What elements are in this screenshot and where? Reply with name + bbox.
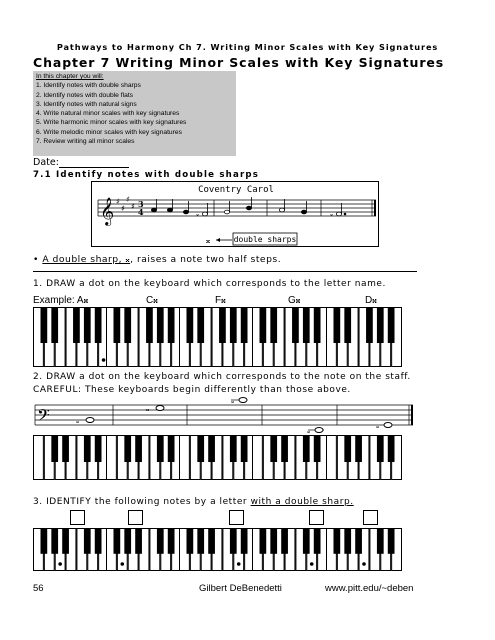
date-label: Date:	[33, 157, 59, 168]
keyboard[interactable]	[33, 435, 109, 480]
svg-text:♯: ♯	[131, 202, 135, 211]
black-key[interactable]	[333, 528, 340, 554]
time-sig-top: 3	[138, 199, 144, 209]
black-key[interactable]	[344, 307, 351, 343]
keyboard[interactable]	[179, 435, 255, 480]
black-key[interactable]	[95, 528, 102, 554]
black-key[interactable]	[366, 307, 373, 343]
keyboard[interactable]	[106, 307, 182, 367]
keyboard[interactable]	[179, 307, 255, 367]
question-1-text: 1. DRAW a dot on the keyboard which corresponds to the letter name.	[33, 279, 386, 289]
black-key[interactable]	[168, 528, 175, 554]
keyboard[interactable]	[326, 307, 402, 367]
objective-item: 3. Identify notes with natural signs	[36, 100, 137, 108]
black-key[interactable]	[281, 435, 288, 462]
keyboard[interactable]	[326, 435, 402, 480]
keyboard[interactable]	[33, 307, 109, 367]
black-key[interactable]	[270, 307, 277, 343]
black-key[interactable]	[333, 307, 340, 343]
coventry-carol-excerpt	[91, 181, 379, 247]
black-key[interactable]	[124, 435, 131, 462]
black-key[interactable]	[197, 528, 204, 554]
objectives-intro: In this chapter you will:	[36, 73, 104, 80]
black-key[interactable]	[157, 528, 164, 554]
black-key[interactable]	[95, 307, 102, 343]
white-key[interactable]	[327, 436, 337, 480]
keyboard[interactable]	[252, 435, 328, 480]
objective-item: 2. Identify notes with double flats	[36, 91, 134, 99]
arrowhead-icon	[216, 238, 220, 242]
black-key[interactable]	[241, 435, 248, 462]
black-key[interactable]	[377, 528, 384, 554]
section-heading: 7.1 Identify notes with double sharps	[33, 170, 260, 180]
black-key[interactable]	[95, 435, 102, 462]
black-key[interactable]	[51, 307, 58, 343]
double-sharp-icon	[76, 397, 379, 435]
black-key[interactable]	[241, 307, 248, 343]
answer-dot	[58, 562, 62, 566]
white-key[interactable]	[34, 436, 44, 480]
black-key[interactable]	[388, 307, 395, 343]
black-key[interactable]	[281, 528, 288, 554]
black-key[interactable]	[303, 307, 310, 343]
black-key[interactable]	[355, 435, 362, 462]
black-key[interactable]	[314, 435, 321, 462]
black-key[interactable]	[197, 307, 204, 343]
question-3-emphasis: with a double sharp.	[250, 497, 354, 507]
answer-box[interactable]	[309, 510, 324, 525]
answer-box[interactable]	[229, 510, 244, 525]
label-d-double-sharp: D𝄪	[365, 295, 377, 306]
keyboard[interactable]	[106, 435, 182, 480]
question-2-line2: CAREFUL: These keyboards begin differently than those above.	[33, 385, 351, 395]
black-key[interactable]	[270, 528, 277, 554]
black-key[interactable]	[259, 307, 266, 343]
black-key[interactable]	[157, 307, 164, 343]
definition-term: A double sharp, 𝄪	[42, 254, 131, 265]
black-key[interactable]	[355, 528, 362, 554]
black-key[interactable]	[344, 435, 351, 462]
answer-box[interactable]	[70, 510, 85, 525]
double-sharp-icon: 𝄪	[206, 236, 211, 246]
question-2-line1: 2. DRAW a dot on the keyboard which corresponds to the note on the staff.	[33, 372, 411, 382]
black-key[interactable]	[219, 307, 226, 343]
black-key[interactable]	[230, 435, 237, 462]
label-f-double-sharp: F𝄪	[215, 295, 226, 306]
black-key[interactable]	[314, 528, 321, 554]
black-key[interactable]	[135, 528, 142, 554]
black-key[interactable]	[73, 307, 80, 343]
black-key[interactable]	[84, 307, 91, 343]
black-key[interactable]	[124, 528, 131, 554]
bass-clef-icon: 𝄢	[37, 405, 50, 429]
black-key[interactable]	[208, 528, 215, 554]
black-key[interactable]	[113, 528, 120, 554]
black-key[interactable]	[314, 307, 321, 343]
carol-title: Coventry Carol	[198, 185, 274, 195]
keyboard[interactable]	[106, 528, 182, 571]
svg-text:𝄪: 𝄪	[76, 417, 80, 425]
black-key[interactable]	[197, 435, 204, 462]
black-key[interactable]	[241, 528, 248, 554]
treble-clef-icon: 𝄞	[100, 197, 115, 225]
black-key[interactable]	[168, 307, 175, 343]
label-c-double-sharp: C𝄪	[146, 295, 158, 306]
chapter-title: Chapter 7 Writing Minor Scales with Key Signatures	[33, 55, 445, 70]
page-header: Pathways to Harmony Ch 7. Writing Minor Scales with Key Signatures	[56, 42, 439, 52]
page-number: 56	[33, 583, 44, 594]
black-key[interactable]	[62, 435, 69, 462]
author: Gilbert DeBenedetti	[199, 583, 282, 594]
answer-box[interactable]	[128, 510, 143, 525]
black-key[interactable]	[377, 435, 384, 462]
svg-text:𝄪: 𝄪	[231, 397, 235, 405]
answer-dot	[120, 562, 124, 566]
answer-dot	[310, 562, 314, 566]
answer-dot	[102, 358, 106, 362]
answer-box[interactable]	[363, 510, 378, 525]
question-3-text	[33, 497, 354, 507]
date-row	[33, 157, 129, 168]
black-key[interactable]	[135, 435, 142, 462]
website-url: www.pitt.edu/~deben	[325, 583, 414, 594]
answer-dot	[237, 562, 241, 566]
double-sharp-icon: 𝄪	[330, 210, 334, 218]
white-key[interactable]	[253, 436, 263, 480]
black-key[interactable]	[62, 528, 69, 554]
bullet: •	[33, 254, 39, 265]
callout-label: double sharps	[233, 235, 297, 244]
black-key[interactable]	[124, 307, 131, 343]
black-key[interactable]	[377, 307, 384, 343]
objective-item: 4. Write natural minor scales with key signatures	[36, 110, 180, 118]
svg-text:♯: ♯	[126, 195, 130, 204]
objective-item: 1. Identify notes with double sharps	[36, 82, 141, 90]
keyboard[interactable]	[252, 528, 328, 571]
double-sharp-icon: 𝄪	[196, 210, 200, 218]
keyboard[interactable]	[252, 307, 328, 367]
carol-staff	[92, 182, 380, 248]
time-sig-bottom: 4	[138, 207, 144, 217]
black-key[interactable]	[186, 307, 193, 343]
black-key[interactable]	[186, 528, 193, 554]
black-key[interactable]	[113, 307, 120, 343]
date-line[interactable]	[59, 158, 129, 168]
black-key[interactable]	[168, 435, 175, 462]
black-key[interactable]	[388, 435, 395, 462]
keyboard[interactable]	[33, 528, 109, 571]
black-key[interactable]	[259, 528, 266, 554]
svg-text:♯: ♯	[121, 204, 125, 213]
objectives-box	[33, 71, 236, 156]
black-key[interactable]	[51, 435, 58, 462]
svg-text:𝄪: 𝄪	[376, 422, 380, 430]
black-key[interactable]	[303, 528, 310, 554]
white-key[interactable]	[107, 436, 117, 480]
objective-item: 6. Write melodic minor scales with key signatures	[36, 128, 182, 136]
example-label: Example: A𝄪	[33, 295, 89, 306]
keyboard[interactable]	[326, 528, 402, 571]
definition-rest: , raises a note two half steps.	[130, 254, 282, 265]
black-key[interactable]	[146, 307, 153, 343]
divider	[33, 271, 417, 272]
black-key[interactable]	[208, 435, 215, 462]
black-key[interactable]	[388, 528, 395, 554]
black-key[interactable]	[292, 307, 299, 343]
black-key[interactable]	[40, 307, 47, 343]
black-key[interactable]	[51, 528, 58, 554]
svg-text:♯: ♯	[116, 197, 120, 206]
bass-staff	[33, 397, 418, 435]
svg-text:𝄪: 𝄪	[307, 427, 311, 435]
definition-line	[33, 254, 281, 265]
question-3-prefix: 3. IDENTIFY the following notes by a letter	[33, 497, 251, 507]
black-key[interactable]	[40, 528, 47, 554]
black-key[interactable]	[344, 528, 351, 554]
black-key[interactable]	[270, 435, 277, 462]
label-g-double-sharp: G𝄪	[288, 295, 301, 306]
black-key[interactable]	[84, 528, 91, 554]
black-key[interactable]	[84, 435, 91, 462]
white-key[interactable]	[180, 436, 190, 480]
black-key[interactable]	[157, 435, 164, 462]
black-key[interactable]	[230, 528, 237, 554]
black-key[interactable]	[303, 435, 310, 462]
answer-dot	[362, 562, 366, 566]
keyboard[interactable]	[179, 528, 255, 571]
black-key[interactable]	[230, 307, 237, 343]
objective-item: 5. Write harmonic minor scales with key signatures	[36, 119, 187, 127]
svg-text:𝄪: 𝄪	[146, 405, 150, 413]
objective-item: 7. Review writing all minor scales	[36, 138, 135, 146]
